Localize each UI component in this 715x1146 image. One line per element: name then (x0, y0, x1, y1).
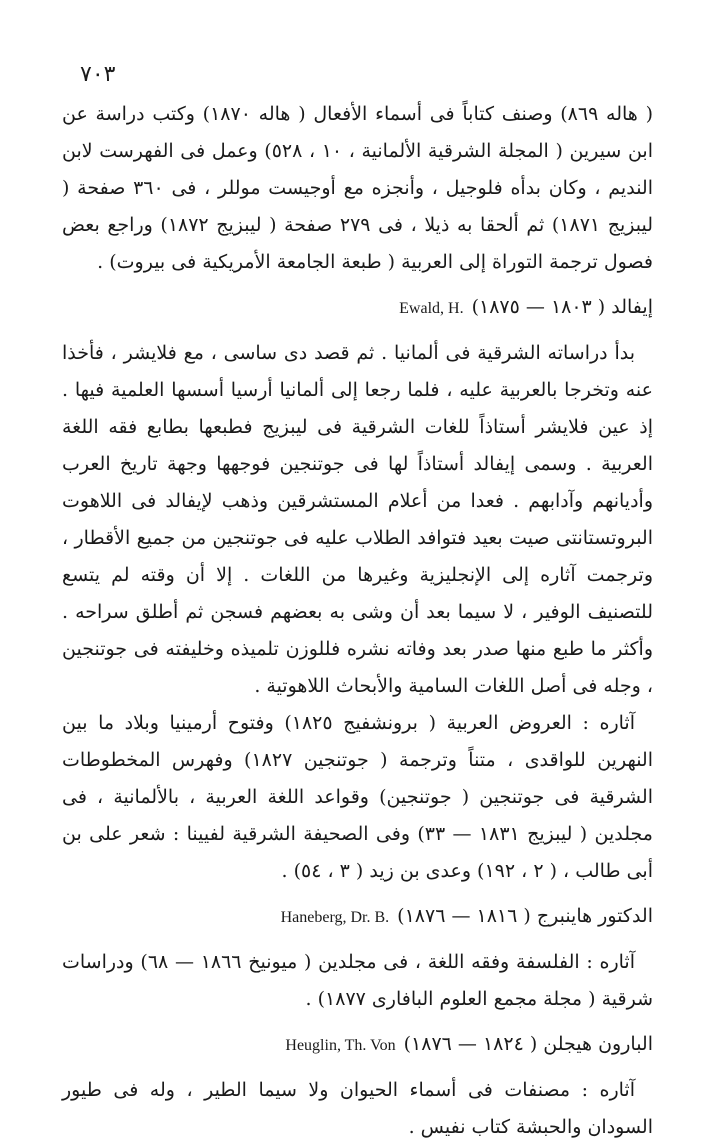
entry-latin-name: Heuglin, Th. Von (285, 1037, 396, 1054)
paragraph: آثاره : الفلسفة وفقه اللغة ، فى مجلدين ( ميونيخ ١٨٦٦ — ٦٨) ودراسات شرقية ( مجلة مجمع العلوم البافارى ١٨٧٧) . (62, 951, 653, 1010)
entry-latin-name: Ewald, H. (399, 300, 464, 317)
paragraph: آثاره : مصنفات فى أسماء الحيوان ولا سيما الطير ، وله فى طيور السودان والحبشة كتاب نفيس . (62, 1079, 653, 1138)
entry-latin-name: Haneberg, Dr. B. (280, 909, 390, 926)
entry-arabic-name: إيفالد ( ١٨٠٣ — ١٨٧٥) (471, 296, 653, 318)
entry-arabic-name: الدكتور هاينبرج ( ١٨١٦ — ١٨٧٦) (397, 905, 653, 927)
page-number: ٧٠٣ (80, 62, 116, 87)
entry-heading (62, 289, 653, 327)
paragraph: بدأ دراساته الشرقية فى ألمانيا . ثم قصد دى ساسى ، مع فلايشر ، فأخذا عنه وتخرجا بالعربية عليه ، فلما رجعا إلى ألمانيا أرسيا أسسها العلمية فيها . إذ عين فلايشر أستاذاً للغات الشرقية فى ليبزيج فطبعها بطابع فقه اللغة العربية . وسمى إيفالد أستاذاً لها فى جوتنجين فوجهها وجهة تاريخ العرب وأديانهم وآدابهم . فعدا من أعلام المستشرقين وذهب لإيفالد فى اللاهوت البروتستانتى صيت بعيد فتوافد الطلاب عليه فى جوتنجين من جميع الأقطار ، وترجمت آثاره إلى الإنجليزية وغيرها من اللغات . إلا أن وقته لم يتسع للتصنيف الوفير ، لا سيما بعد أن وشى به بعضهم فسجن ثم أطلق سراحه . وأكثر ما طبع منها صدر بعد وفاته نشره فللوزن تلميذه وخليفته فى جوتنجين ، وجله فى أصل اللغات السامية والأبحاث اللاهوتية . (62, 342, 653, 697)
paragraph: ( هاله ٨٦٩) وصنف كتاباً فى أسماء الأفعال ( هاله ١٨٧٠) وكتب دراسة عن ابن سيرين ( المجلة الشرقية الألمانية ، ١٠ ، ٥٢٨) وعمل فى الفهرست لابن النديم ، وكان بدأه فلوجيل ، وأنجزه مع أوجيست موللر ، فى ٣٦٠ صفحة ( ليبزيج ١٨٧١) ثم ألحقا به ذيلا ، فى ٢٧٩ صفحة ( ليبزيج ١٨٧٢) وراجع بعض فصول ترجمة التوراة إلى العربية ( طبعة الجامعة الأمريكية فى بيروت) . (62, 103, 654, 273)
paragraph: آثاره : العروض العربية ( برونشفيج ١٨٢٥) وفتوح أرمينيا وبلاد ما بين النهرين للواقدى ، متناً وترجمة ( جوتنجين ١٨٢٧) وفهرس المخطوطات الشرقية فى جوتنجين ( جوتنجين) وقواعد اللغة العربية ، بالألمانية ، فى مجلدين ( ليبزيج ١٨٣١ — ٣٣) وفى الصحيفة الشرقية لفيينا : شعر على بن أبى طالب ، ( ٢ ، ١٩٢) وعدى بن زيد ( ٣ ، ٥٤) . (62, 712, 654, 882)
entry-heading (62, 1026, 653, 1064)
entry-arabic-name: البارون هيجلن ( ١٨٢٤ — ١٨٧٦) (403, 1033, 653, 1055)
page-body (62, 96, 653, 1146)
entry-heading (62, 898, 653, 936)
